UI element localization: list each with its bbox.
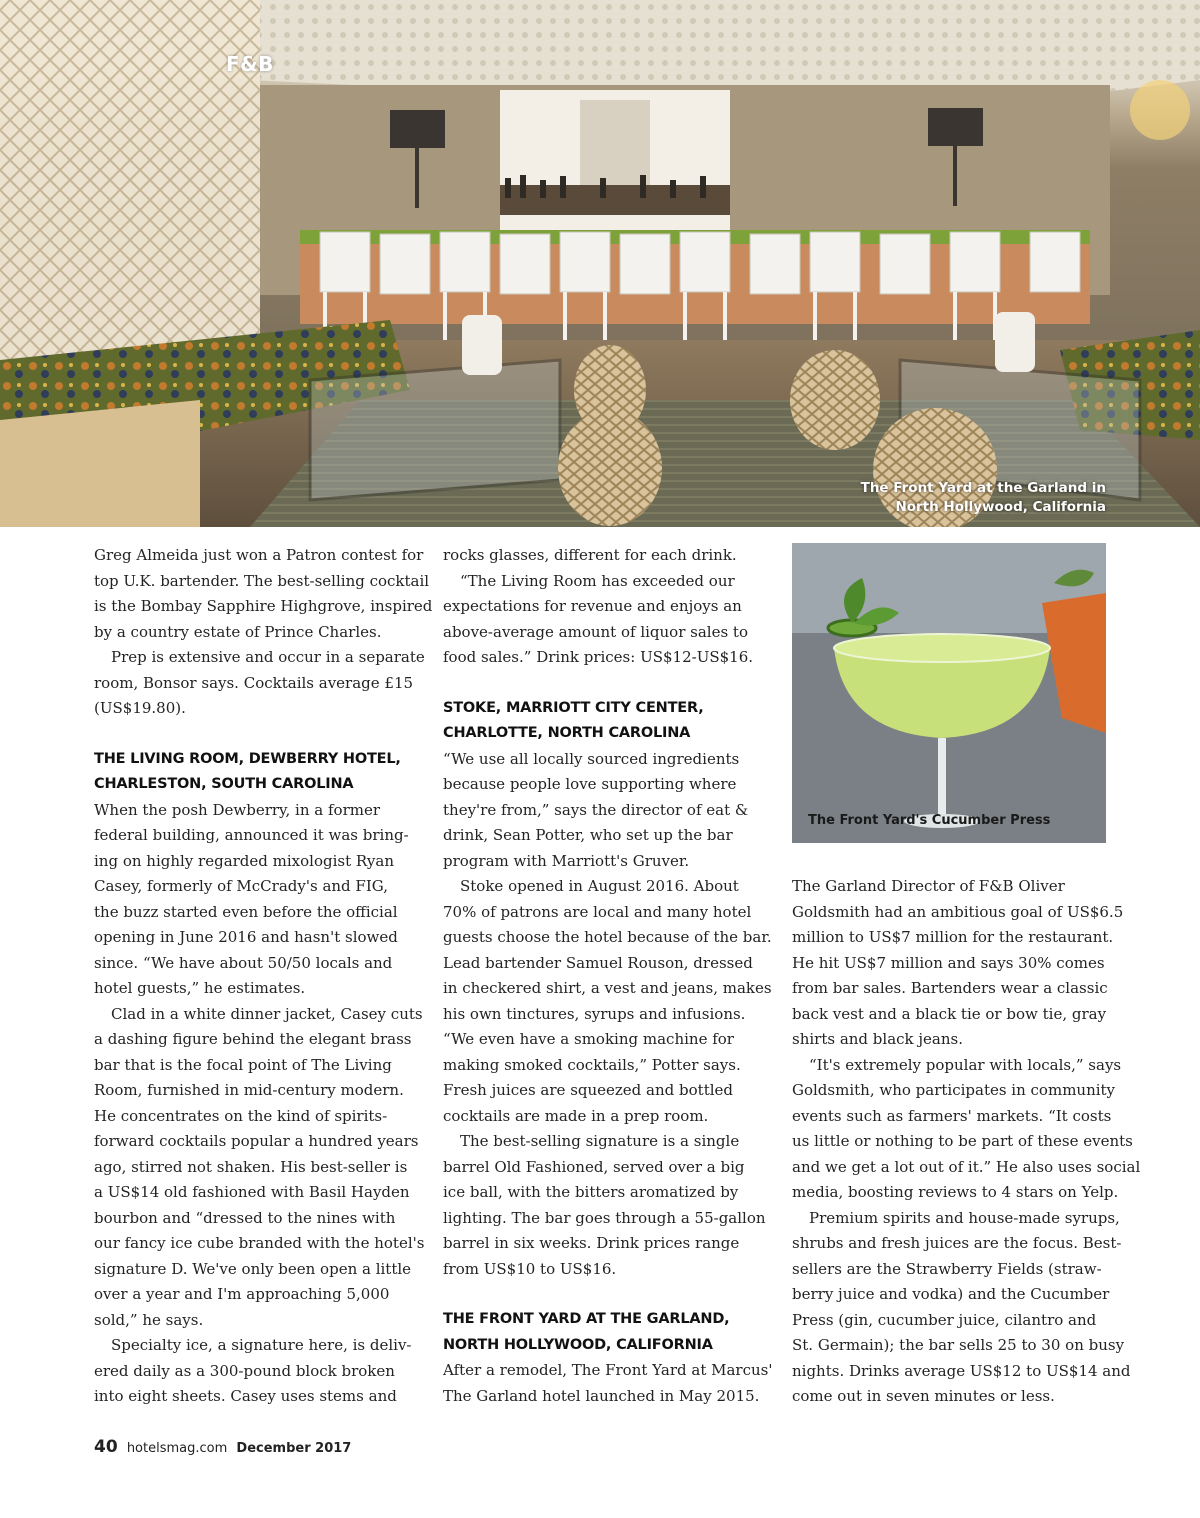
body-text-line: and we get a lot out of it.” He also uses social bbox=[792, 1157, 1141, 1176]
article-column-3 bbox=[792, 874, 1141, 1410]
body-text-line: Goldsmith had an ambitious goal of US$6.5 bbox=[792, 902, 1124, 921]
article-column-1 bbox=[94, 543, 433, 1410]
section-heading: NORTH HOLLYWOOD, CALIFORNIA bbox=[443, 1336, 713, 1353]
body-text-line: sellers are the Strawberry Fields (straw- bbox=[792, 1259, 1102, 1278]
body-text-line: his own tinctures, syrups and infusions. bbox=[443, 1004, 746, 1023]
body-text-line: bourbon and “dressed to the nines with bbox=[94, 1208, 396, 1227]
section-tag: F&B bbox=[226, 52, 274, 76]
body-text-line: making smoked cocktails,” Potter says. bbox=[443, 1055, 741, 1074]
cocktail-illustration bbox=[792, 543, 1106, 843]
body-text-line: Prep is extensive and occur in a separate bbox=[111, 648, 425, 666]
body-text-line: the buzz started even before the official bbox=[94, 902, 398, 921]
body-text-line: Premium spirits and house-made syrups, bbox=[809, 1208, 1120, 1227]
paragraph-gap bbox=[94, 722, 409, 747]
body-text-line: by a country estate of Prince Charles. bbox=[94, 622, 382, 641]
body-text-line: shrubs and fresh juices are the focus. Best- bbox=[792, 1234, 1122, 1252]
website: hotelsmag.com bbox=[126, 1441, 228, 1456]
hero-caption-line: North Hollywood, California bbox=[895, 499, 1106, 515]
paragraph-gap bbox=[443, 671, 763, 696]
section-heading: CHARLOTTE, NORTH CAROLINA bbox=[443, 725, 691, 741]
body-text-line: lighting. The bar goes through a 55-gallon bbox=[443, 1208, 766, 1227]
body-text-line: guests choose the hotel because of the bar. bbox=[443, 928, 772, 946]
body-text-line: million to US$7 million for the restaurant. bbox=[792, 928, 1114, 946]
body-text-line: Room, furnished in mid-century modern. bbox=[94, 1081, 404, 1099]
body-text-line: drink, Sean Potter, who set up the bar bbox=[443, 826, 733, 844]
body-text-line: The best-selling signature is a single bbox=[460, 1132, 740, 1150]
body-text-line: events such as farmers' markets. “It costs bbox=[792, 1106, 1112, 1125]
body-text-line: Stoke opened in August 2016. About bbox=[460, 877, 739, 895]
page-footer bbox=[94, 1437, 351, 1457]
body-text-line: in checkered shirt, a vest and jeans, makes bbox=[443, 979, 772, 997]
body-text-line: rocks glasses, different for each drink. bbox=[443, 546, 737, 564]
body-text-line: ered daily as a 300-pound block broken bbox=[94, 1361, 395, 1380]
cocktail-photo bbox=[792, 543, 1106, 843]
body-text-line: When the posh Dewberry, in a former bbox=[94, 800, 381, 819]
page-number: 40 bbox=[94, 1437, 118, 1457]
body-text-line: hotel guests,” he estimates. bbox=[94, 979, 306, 997]
body-text-line: sold,” he says. bbox=[94, 1310, 204, 1329]
body-text-line: Specialty ice, a signature here, is deliv- bbox=[111, 1336, 412, 1354]
section-heading: CHARLESTON, SOUTH CAROLINA bbox=[94, 776, 354, 792]
body-text-line: they're from,” says the director of eat & bbox=[443, 800, 749, 819]
body-text-line: from US$10 to US$16. bbox=[443, 1259, 617, 1278]
body-text-line: (US$19.80). bbox=[94, 699, 186, 717]
hero-photo bbox=[0, 0, 1200, 527]
body-text-line: nights. Drinks average US$12 to US$14 and bbox=[792, 1361, 1131, 1380]
body-text-line: from bar sales. Bartenders wear a classic bbox=[792, 979, 1108, 997]
body-text-line: The Garland hotel launched in May 2015. bbox=[443, 1386, 760, 1405]
body-text-line: since. “We have about 50/50 locals and bbox=[94, 953, 393, 972]
body-text-line: Fresh juices are squeezed and bottled bbox=[443, 1081, 733, 1099]
section-heading: THE FRONT YARD AT THE GARLAND, bbox=[443, 1311, 730, 1327]
body-text-line: 70% of patrons are local and many hotel bbox=[443, 902, 752, 921]
cocktail-photo-caption: The Front Yard's Cucumber Press bbox=[808, 813, 1051, 828]
paragraph-gap bbox=[443, 1282, 763, 1307]
body-text-line: opening in June 2016 and hasn't slowed bbox=[94, 928, 398, 946]
body-text-line: berry juice and vodka) and the Cucumber bbox=[792, 1285, 1110, 1303]
article-column-2 bbox=[443, 543, 773, 1409]
body-text-line: cocktails are made in a prep room. bbox=[443, 1106, 709, 1125]
body-text-line: program with Marriott's Gruver. bbox=[443, 851, 690, 870]
body-text-line: “The Living Room has exceeded our bbox=[460, 571, 735, 590]
body-text-line: a US$14 old fashioned with Basil Hayden bbox=[94, 1183, 410, 1201]
body-text-line: food sales.” Drink prices: US$12-US$16. bbox=[443, 648, 754, 666]
body-text-line: us little or nothing to be part of these events bbox=[792, 1132, 1133, 1150]
body-text-line: barrel Old Fashioned, served over a big bbox=[443, 1157, 745, 1176]
body-text-line: above-average amount of liquor sales to bbox=[443, 622, 748, 641]
body-text-line: shirts and black jeans. bbox=[792, 1030, 963, 1048]
body-text-line: He hit US$7 million and says 30% comes bbox=[792, 953, 1105, 972]
body-text-line: expectations for revenue and enjoys an bbox=[443, 597, 742, 615]
body-text-line: ing on highly regarded mixologist Ryan bbox=[94, 851, 394, 870]
body-text-line: is the Bombay Sapphire Highgrove, inspired bbox=[94, 597, 433, 615]
body-text-line: back vest and a black tie or bow tie, gray bbox=[792, 1004, 1107, 1023]
body-text-line: Greg Almeida just won a Patron contest for bbox=[94, 546, 424, 564]
issue-date: December 2017 bbox=[236, 1441, 352, 1456]
body-text-line: Casey, formerly of McCrady's and FIG, bbox=[94, 877, 388, 895]
body-text-line: come out in seven minutes or less. bbox=[792, 1387, 1055, 1405]
body-text-line: “We even have a smoking machine for bbox=[443, 1030, 734, 1048]
body-text-line: barrel in six weeks. Drink prices range bbox=[443, 1234, 740, 1252]
body-text-line: After a remodel, The Front Yard at Marcus' bbox=[443, 1361, 773, 1379]
body-text-line: room, Bonsor says. Cocktails average £15 bbox=[94, 673, 414, 692]
body-text-line: He concentrates on the kind of spirits- bbox=[94, 1106, 388, 1125]
body-text-line: our fancy ice cube branded with the hotel's bbox=[94, 1234, 425, 1252]
body-text-line: The Garland Director of F&B Oliver bbox=[792, 877, 1065, 895]
hero-photo-caption bbox=[846, 479, 1106, 517]
body-text-line: “We use all locally sourced ingredients bbox=[443, 749, 740, 768]
body-text-line: signature D. We've only been open a little bbox=[94, 1259, 412, 1278]
body-text-line: “It's extremely popular with locals,” says bbox=[809, 1055, 1122, 1074]
body-text-line: Press (gin, cucumber juice, cilantro and bbox=[792, 1310, 1097, 1329]
body-text-line: media, boosting reviews to 4 stars on Yelp. bbox=[792, 1183, 1119, 1201]
body-text-line: Lead bartender Samuel Rouson, dressed bbox=[443, 953, 753, 972]
body-text-line: because people love supporting where bbox=[443, 775, 737, 793]
body-text-line: forward cocktails popular a hundred years bbox=[94, 1132, 419, 1150]
body-text-line: top U.K. bartender. The best-selling cocktail bbox=[94, 571, 430, 590]
hero-illustration bbox=[0, 0, 1200, 527]
body-text-line: Clad in a white dinner jacket, Casey cuts bbox=[111, 1004, 423, 1023]
body-text-line: Goldsmith, who participates in community bbox=[792, 1081, 1116, 1099]
section-heading: STOKE, MARRIOTT CITY CENTER, bbox=[443, 699, 704, 716]
body-text-line: a dashing figure behind the elegant brass bbox=[94, 1030, 412, 1048]
hero-caption-line: The Front Yard at the Garland in bbox=[860, 480, 1106, 496]
body-text-line: ice ball, with the bitters aromatized by bbox=[443, 1183, 739, 1201]
body-text-line: over a year and I'm approaching 5,000 bbox=[94, 1285, 390, 1303]
section-heading: THE LIVING ROOM, DEWBERRY HOTEL, bbox=[94, 750, 401, 767]
body-text-line: St. Germain); the bar sells 25 to 30 on busy bbox=[792, 1336, 1125, 1354]
body-text-line: into eight sheets. Casey uses stems and bbox=[94, 1387, 397, 1405]
body-text-line: federal building, announced it was bring- bbox=[94, 826, 409, 844]
body-text-line: ago, stirred not shaken. His best-seller is bbox=[94, 1157, 408, 1176]
body-text-line: bar that is the focal point of The Living bbox=[94, 1055, 392, 1074]
